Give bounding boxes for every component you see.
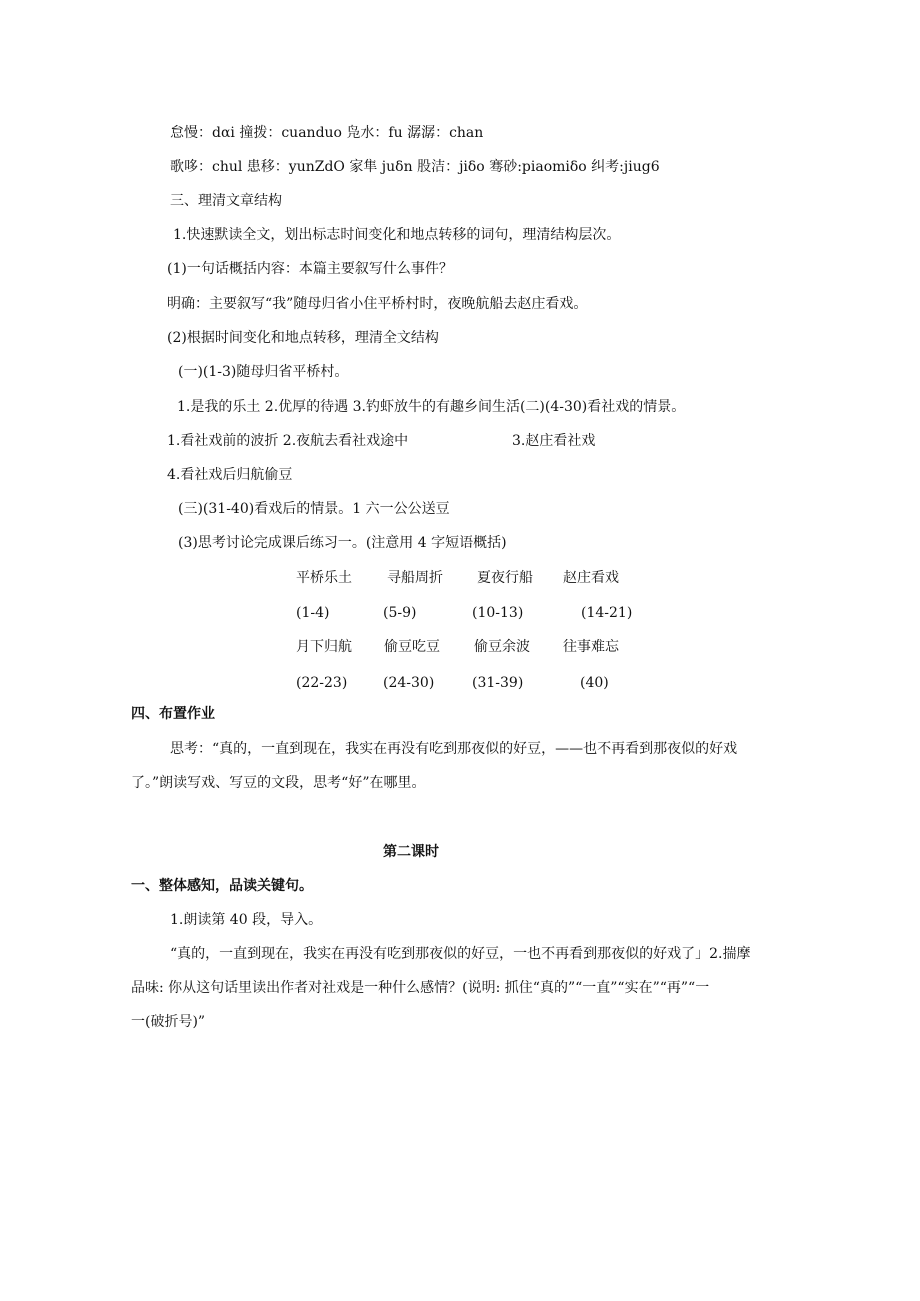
structure-part-3: (三)(31-40)看戏后的情景。1 六一公公送豆 <box>178 501 450 517</box>
paragraph-read-40: 1.朗读第 40 段，导入。 <box>170 912 323 928</box>
table-cell: 夏夜行船 <box>477 570 533 586</box>
paragraph-exercise: (3)思考讨论完成课后练习一。(注意用 4 字短语概括) <box>178 535 507 551</box>
table-cell: 往事难忘 <box>563 639 619 655</box>
table-cell: 偷豆吃豆 <box>384 639 440 655</box>
structure-part-2-points-b: 3.赵庄看社戏 <box>512 433 596 449</box>
table-cell: 平桥乐土 <box>296 570 352 586</box>
key-sentence-line-3: 一(破折号)” <box>131 1014 206 1030</box>
table-cell: (22-23) <box>296 675 348 691</box>
structure-part-2-point-4: 4.看社戏后归航偷豆 <box>167 467 293 483</box>
table-cell: (1-4) <box>296 605 330 621</box>
paragraph-question-1: (1)一句话概括内容：本篇主要叙写什么事件？ <box>167 261 453 277</box>
table-cell: 偷豆余波 <box>474 639 530 655</box>
key-sentence-line-1: “真的，一直到现在，我实在再没有吃到那夜似的好豆，一也不再看到那夜似的好戏了」2.揣摩 <box>170 946 751 962</box>
section-heading-overall: 一、整体感知，品读关键句。 <box>131 878 313 894</box>
paragraph-question-2: (2)根据时间变化和地点转移，理清全文结构 <box>167 330 439 346</box>
structure-part-1: (一)(1-3)随母归省平桥村。 <box>178 364 349 380</box>
homework-text-1: 思考：“真的，一直到现在，我实在再没有吃到那夜似的好豆，——也不再看到那夜似的好戏 <box>170 741 738 757</box>
structure-part-2-points-a: 1.看社戏前的波折 2.夜航去看社戏途中 <box>167 433 409 449</box>
table-cell: 赵庄看戏 <box>563 570 619 586</box>
table-cell: 寻船周折 <box>387 570 443 586</box>
key-sentence-line-2: 品味: 你从这句话里读出作者对社戏是一种什么感情？(说明: 抓住“真的”“一直”“实在”“再”“一 <box>131 980 710 996</box>
paragraph-answer: 明确：主要叙写“我”随母归省小住平桥村时，夜晚航船去赵庄看戏。 <box>167 296 588 312</box>
table-cell: (31-39) <box>472 675 524 691</box>
section-heading-homework: 四、布置作业 <box>131 706 215 722</box>
structure-part-1-points: 1.是我的乐土 2.优厚的待遇 3.钓虾放牛的有趣乡间生活(二)(4-30)看社戏的情景。 <box>177 399 686 415</box>
table-cell: (10-13) <box>472 605 524 621</box>
table-cell: 月下归航 <box>296 639 352 655</box>
table-cell: (24-30) <box>383 675 435 691</box>
pinyin-line-2: 歌哆：chul 患移：yunZdO 家隼 juδn 股洁：jiδo 骞砂:piaomiδo 纠考:jiug6 <box>170 159 660 175</box>
table-cell: (40) <box>580 675 609 691</box>
pinyin-line-1: 怠慢：dαi 撞拨：cuanduo 凫水：fu 潺潺：chan <box>170 125 484 141</box>
table-cell: (5-9) <box>383 605 417 621</box>
paragraph-quick-read: 1.快速默读全文，划出标志时间变化和地点转移的词句，理清结构层次。 <box>173 227 621 243</box>
table-cell: (14-21) <box>581 605 633 621</box>
homework-text-2: 了。”朗读写戏、写豆的文段，思考“好”在哪里。 <box>131 775 426 791</box>
section-heading-structure: 三、理清文章结构 <box>170 193 282 209</box>
lesson-2-title: 第二课时 <box>383 844 439 860</box>
